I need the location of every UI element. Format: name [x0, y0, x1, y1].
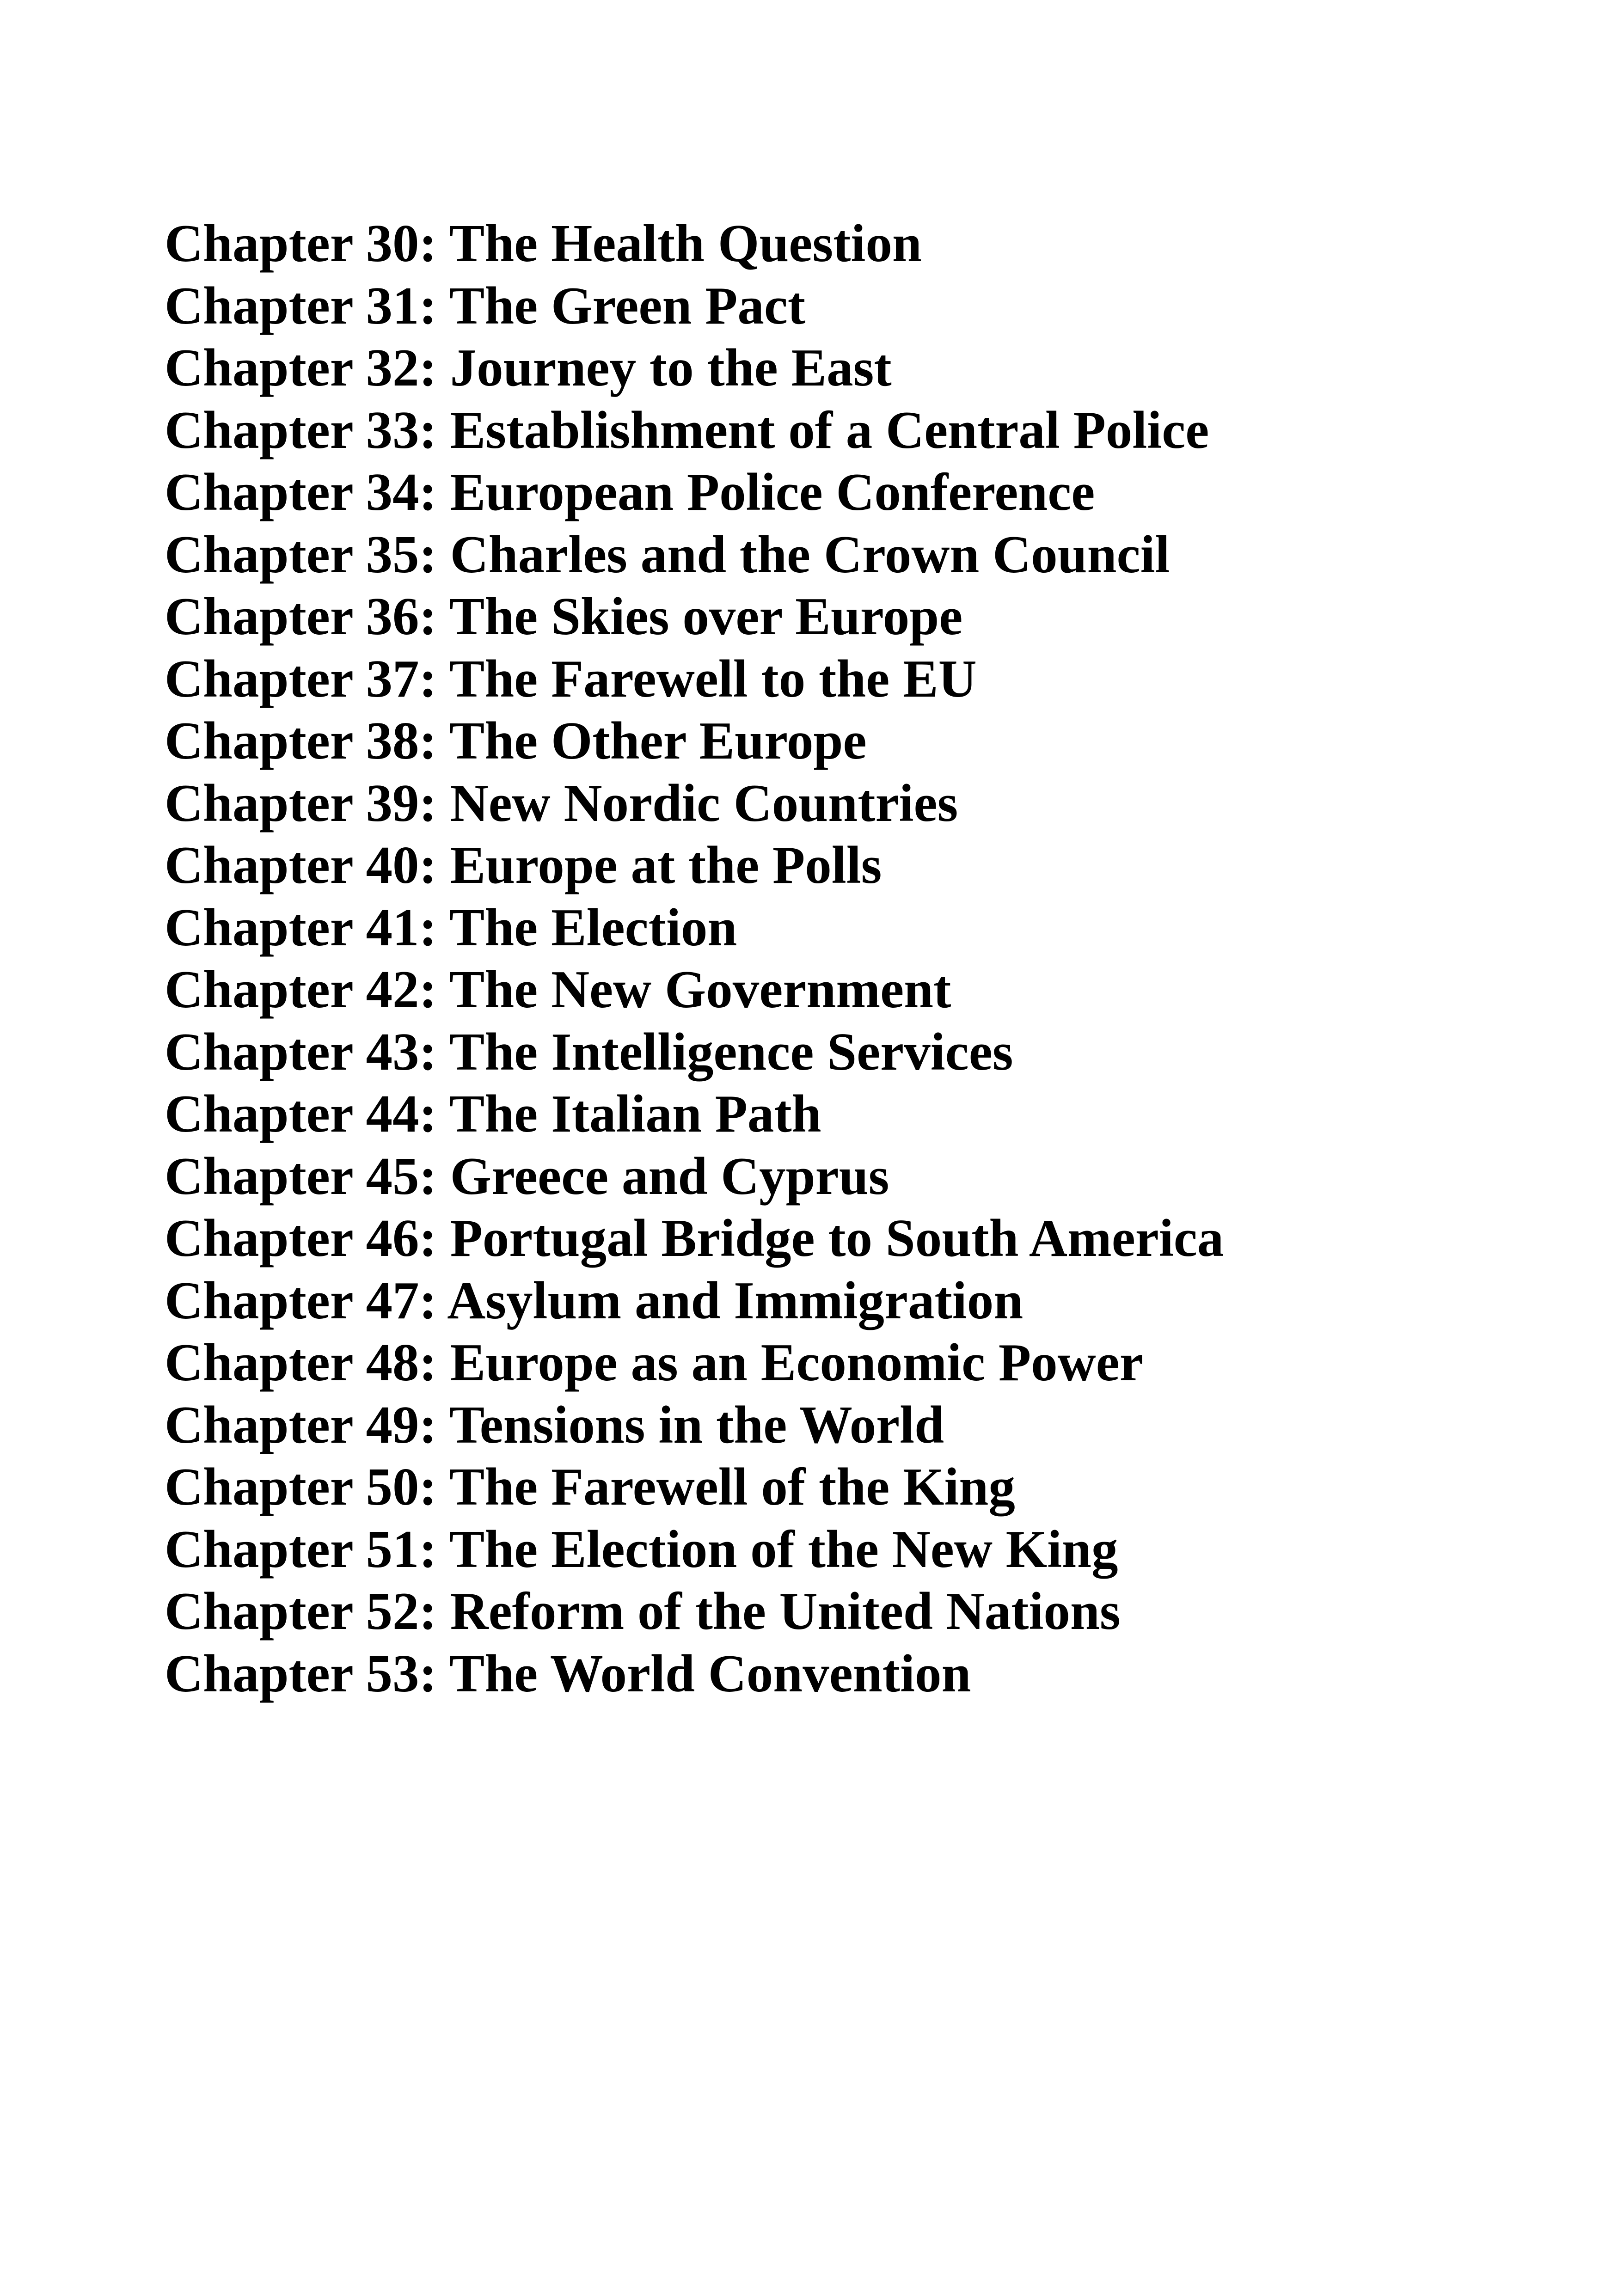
toc-entry-chapter-42: Chapter 42: The New Government	[165, 960, 951, 1019]
toc-entry-chapter-35: Chapter 35: Charles and the Crown Council	[165, 525, 1170, 584]
toc-entry-chapter-39: Chapter 39: New Nordic Countries	[165, 773, 958, 833]
toc-entry-chapter-38: Chapter 38: The Other Europe	[165, 711, 867, 770]
toc-entry-chapter-49: Chapter 49: Tensions in the World	[165, 1395, 944, 1454]
toc-entry-chapter-37: Chapter 37: The Farewell to the EU	[165, 649, 977, 708]
toc-entry-chapter-47: Chapter 47: Asylum and Immigration	[165, 1271, 1024, 1330]
toc-entry-chapter-41: Chapter 41: The Election	[165, 898, 737, 957]
toc-entry-chapter-34: Chapter 34: European Police Conference	[165, 463, 1095, 521]
toc-entry-chapter-50: Chapter 50: The Farewell of the King	[165, 1457, 1015, 1516]
toc-entry-chapter-52: Chapter 52: Reform of the United Nations	[165, 1582, 1121, 1641]
toc-entry-chapter-36: Chapter 36: The Skies over Europe	[165, 587, 963, 646]
toc-entry-chapter-46: Chapter 46: Portugal Bridge to South America	[165, 1209, 1224, 1267]
toc-entry-chapter-43: Chapter 43: The Intelligence Services	[165, 1022, 1013, 1081]
toc-entry-chapter-31: Chapter 31: The Green Pact	[165, 276, 806, 335]
table-of-contents	[165, 213, 1551, 1705]
toc-entry-chapter-48: Chapter 48: Europe as an Economic Power	[165, 1333, 1143, 1392]
toc-entry-chapter-30: Chapter 30: The Health Question	[165, 214, 922, 273]
toc-entry-chapter-32: Chapter 32: Journey to the East	[165, 338, 892, 397]
toc-entry-chapter-40: Chapter 40: Europe at the Polls	[165, 836, 882, 894]
toc-entry-chapter-45: Chapter 45: Greece and Cyprus	[165, 1146, 889, 1206]
toc-entry-chapter-44: Chapter 44: The Italian Path	[165, 1084, 821, 1143]
toc-entry-chapter-53: Chapter 53: The World Convention	[165, 1644, 971, 1703]
toc-entry-chapter-51: Chapter 51: The Election of the New King	[165, 1519, 1118, 1579]
toc-entry-chapter-33: Chapter 33: Establishment of a Central Police	[165, 400, 1209, 459]
